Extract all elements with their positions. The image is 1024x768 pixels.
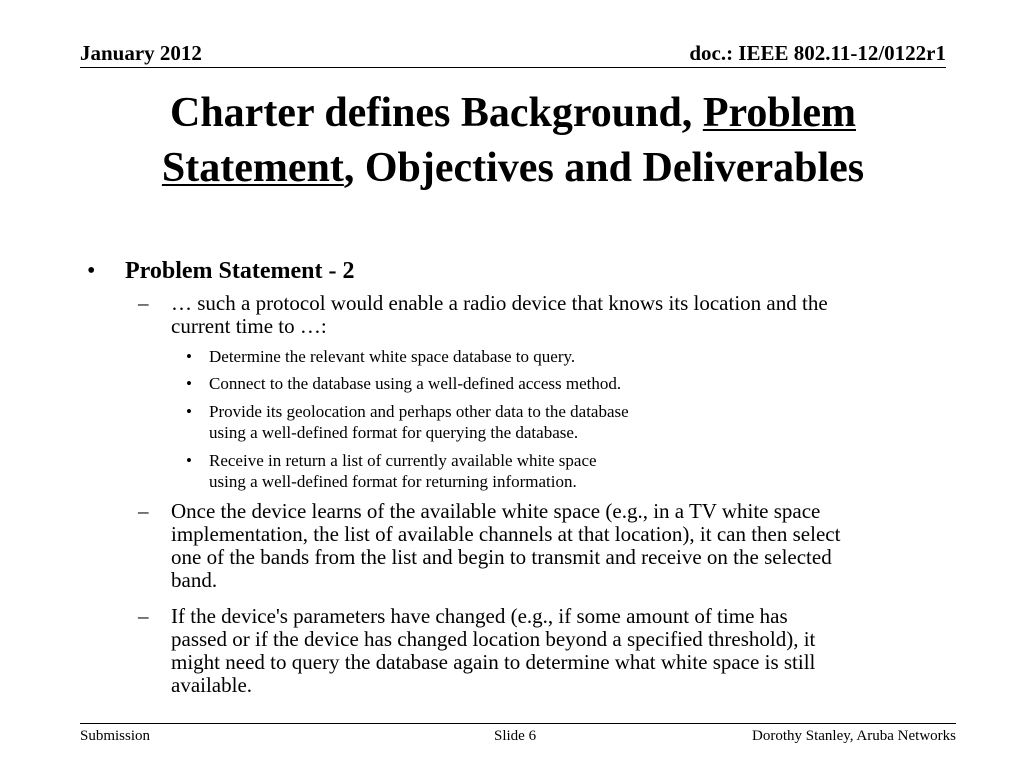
sub-item-text: [171, 500, 991, 592]
sub-item-line: If the device's parameters have changed (e.g., if some amount of time has: [171, 604, 788, 628]
footer-submission: Submission: [80, 728, 151, 744]
step-line: using a well-defined format for querying the database.: [209, 423, 579, 442]
step-text: [209, 401, 629, 443]
dash-icon: –: [138, 499, 149, 523]
step-line: Provide its geolocation and perhaps other data to the database: [209, 402, 629, 421]
bullet-icon: •: [186, 347, 192, 366]
dash-icon: –: [138, 604, 149, 628]
bullet-icon: •: [186, 402, 192, 421]
sub-item-line: might need to query the database again to determine what white space is still: [171, 650, 816, 674]
step-text: Connect to the database using a well-defined access method.: [209, 374, 622, 393]
title-statement-underlined: Statement: [161, 145, 344, 191]
bullet-icon: •: [186, 451, 192, 470]
sub-item-line: available.: [171, 673, 253, 697]
sub-item-line: current time to …:: [171, 314, 327, 338]
step-text: Determine the relevant white space database to query.: [209, 347, 576, 366]
slide-title: [80, 86, 946, 196]
sub-item-line: … such a protocol would enable a radio device that knows its location and the: [171, 291, 828, 315]
footer-slide-number: Slide 6: [494, 728, 537, 744]
step-line: using a well-defined format for returning information.: [209, 472, 577, 491]
title-problem-underlined: Problem: [702, 90, 857, 136]
step-text: [209, 450, 597, 492]
dash-icon: –: [138, 291, 149, 315]
footer-divider: [80, 723, 956, 724]
sub-item-line: passed or if the device has changed location beyond a specified threshold), it: [171, 627, 816, 651]
bullet-icon: •: [186, 374, 192, 393]
step-line: Receive in return a list of currently available white space: [209, 451, 597, 470]
sub-item-line: implementation, the list of available channels at that location), it can then select: [171, 522, 841, 546]
header-date: January 2012: [80, 41, 202, 65]
footer-author: Dorothy Stanley, Aruba Networks: [752, 728, 956, 744]
title-part-4: , Objectives and Deliverables: [343, 145, 865, 191]
title-part-1: Charter defines Background,: [169, 90, 703, 136]
header-doc-id: doc.: IEEE 802.11-12/0122r1: [689, 41, 946, 65]
sub-item-line: Once the device learns of the available white space (e.g., in a TV white space: [171, 499, 821, 523]
header-divider: [80, 67, 946, 68]
sub-item-text: [171, 292, 991, 338]
sub-item-line: band.: [171, 568, 218, 592]
sub-item-text: [171, 605, 991, 697]
problem-statement-heading: Problem Statement - 2: [125, 258, 355, 284]
bullet-icon: •: [87, 258, 96, 284]
sub-item-line: one of the bands from the list and begin to transmit and receive on the selected: [171, 545, 832, 569]
